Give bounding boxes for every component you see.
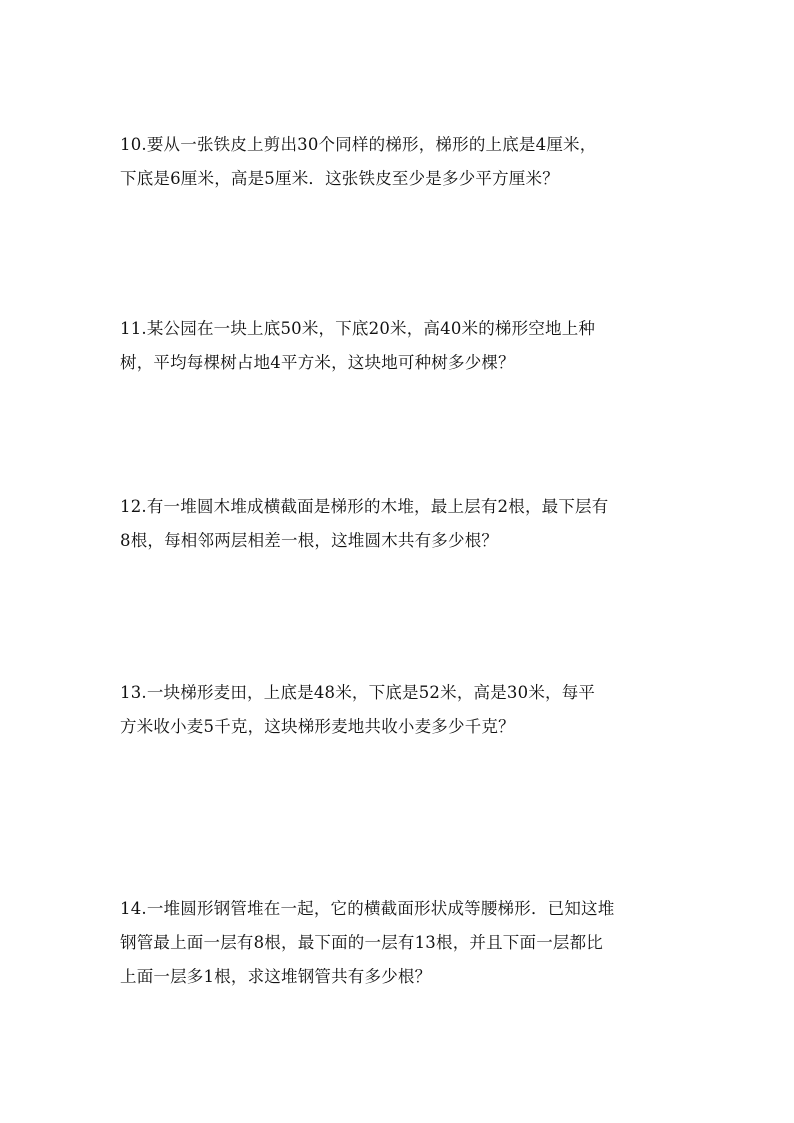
problem-12 [120,490,680,558]
problem-line: 方米收小麦5千克，这块梯形麦地共收小麦多少千克？ [120,717,515,736]
problem-line: 11.某公园在一块上底50米，下底20米，高40米的梯形空地上种 [120,319,596,338]
problem-line: 13.一块梯形麦田，上底是48米，下底是52米，高是30米，每平 [120,683,596,702]
problem-line: 树，平均每棵树占地4平方米，这块地可种树多少棵？ [120,353,515,372]
problem-line: 钢管最上面一层有8根，最下面的一层有13根，并且下面一层都比 [120,933,603,952]
problem-10 [120,128,680,196]
problem-11 [120,312,680,380]
problem-line: 8根，每相邻两层相差一根，这堆圆木共有多少根？ [120,531,499,550]
problem-line: 下底是6厘米，高是5厘米．这张铁皮至少是多少平方厘米？ [120,169,559,188]
problem-line: 14.一堆圆形钢管堆在一起，它的横截面形状成等腰梯形．已知这堆 [120,899,615,918]
problem-line: 上面一层多1根，求这堆钢管共有多少根？ [120,967,432,986]
problem-line: 10.要从一张铁皮上剪出30个同样的梯形，梯形的上底是4厘米， [120,135,597,154]
problem-line: 12.有一堆圆木堆成横截面是梯形的木堆，最上层有2根，最下层有 [120,497,609,516]
problem-13 [120,676,680,744]
problem-14 [120,892,680,994]
